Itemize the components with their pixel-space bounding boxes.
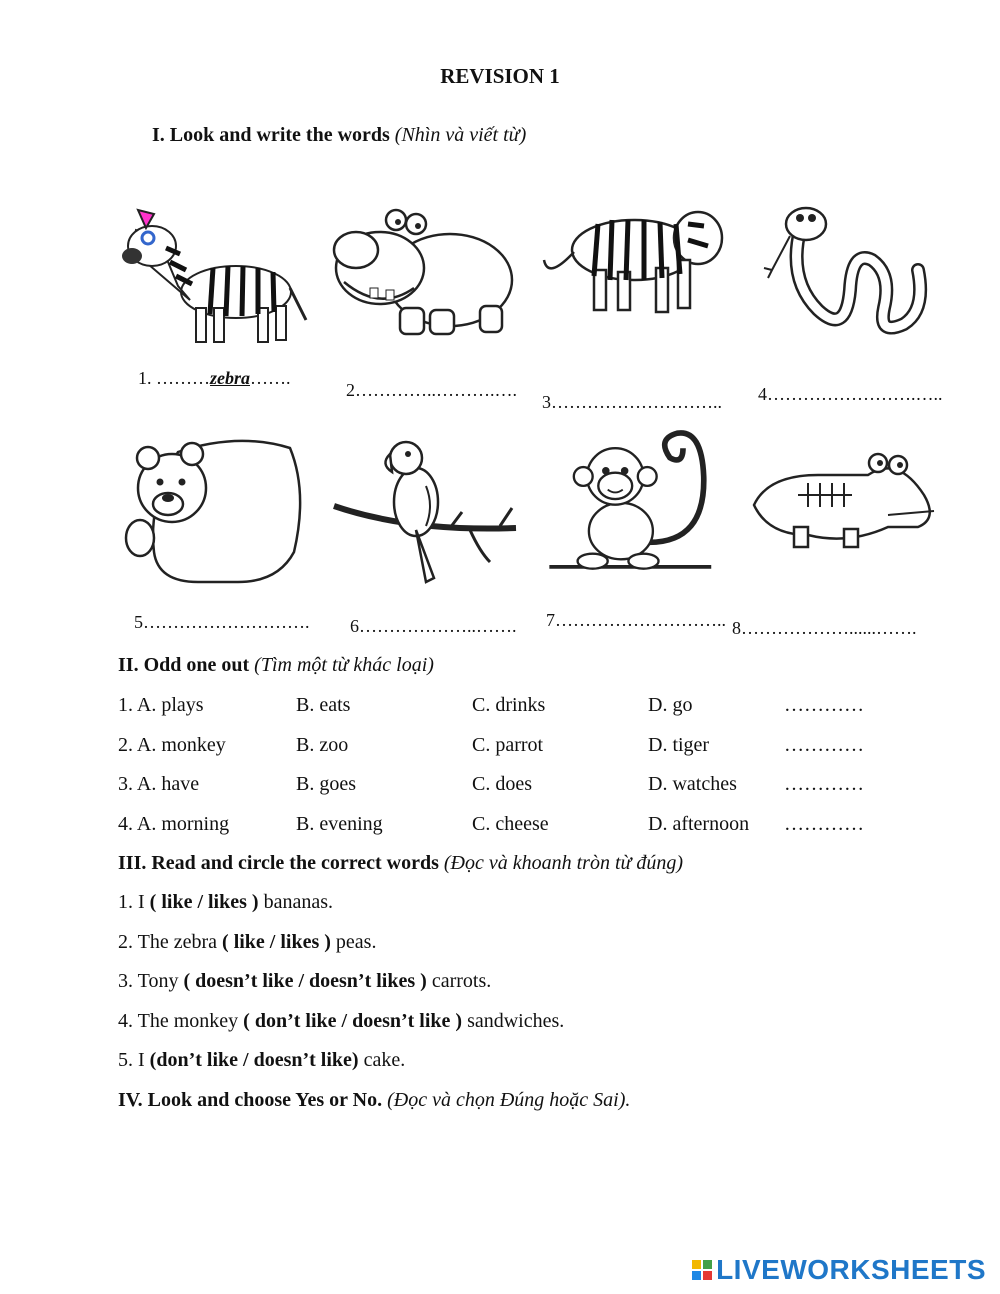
- picture-8-caption[interactable]: 8………………......…….: [732, 618, 917, 638]
- item-pre: 2. The zebra: [118, 931, 223, 953]
- section-1-heading-vi: (Nhìn và viết từ): [394, 124, 527, 146]
- item-post: sandwiches.: [462, 1010, 565, 1032]
- section-3-heading-vi: (Đọc và khoanh tròn từ đúng): [443, 852, 684, 874]
- section-1-heading-text: I. Look and write the words: [152, 124, 390, 146]
- bear-picture: [118, 432, 308, 592]
- odd-one-row-2: [118, 734, 226, 757]
- logo-square: [703, 1271, 712, 1280]
- section-3-heading-text: III. Read and circle the correct words: [118, 852, 439, 874]
- hippo-picture: [330, 190, 520, 350]
- monkey-picture: [540, 420, 730, 580]
- item-choice[interactable]: (don’t like / doesn’t like): [149, 1049, 359, 1071]
- circle-item-4: [118, 1010, 564, 1033]
- monkey-icon: [540, 420, 730, 580]
- odd-one-row-4-b: B. evening: [296, 813, 383, 835]
- odd-one-row-3-d: D. watches: [648, 773, 737, 795]
- item-post: carrots.: [426, 970, 492, 992]
- circle-item-2: [118, 931, 376, 954]
- tiger-icon: [538, 190, 728, 350]
- circle-item-5: [118, 1049, 405, 1072]
- section-4-heading: [118, 1089, 630, 1112]
- picture-3-caption[interactable]: 3………………………..: [542, 392, 722, 412]
- odd-one-row-1-d: D. go: [648, 694, 693, 716]
- logo-square: [703, 1260, 712, 1269]
- snake-icon: [748, 190, 938, 350]
- odd-one-row-1-b: B. eats: [296, 694, 351, 716]
- section-3-heading: [118, 852, 683, 875]
- caption-1-answer: zebra: [210, 368, 250, 388]
- parrot-picture: [330, 432, 520, 592]
- logo-text: LIVEWORKSHEETS: [716, 1254, 986, 1285]
- item-choice[interactable]: ( don’t like / doesn’t like ): [243, 1010, 463, 1032]
- zebra-picture: [118, 190, 308, 350]
- parrot-icon: [330, 432, 520, 592]
- bear-icon: [118, 432, 308, 592]
- odd-one-row-3-answer[interactable]: …………: [784, 773, 864, 795]
- crocodile-picture: [748, 420, 938, 580]
- picture-7-caption[interactable]: 7………………………..: [546, 610, 726, 630]
- odd-one-row-4: [118, 813, 229, 836]
- odd-one-row-2-d: D. tiger: [648, 734, 710, 756]
- item-post: peas.: [330, 931, 377, 953]
- page-title: REVISION 1: [440, 64, 560, 88]
- option-a: 1. A. plays: [118, 694, 204, 716]
- circle-item-1: [118, 891, 333, 914]
- odd-one-row-2-b: B. zoo: [296, 734, 349, 756]
- option-a: 2. A. monkey: [118, 734, 226, 756]
- odd-one-row-1-c: C. drinks: [472, 694, 546, 716]
- item-pre: 1. I: [118, 891, 150, 913]
- option-a: 3. A. have: [118, 773, 200, 795]
- odd-one-row-2-c: C. parrot: [472, 734, 544, 756]
- logo-square: [692, 1271, 701, 1280]
- item-post: cake.: [358, 1049, 406, 1071]
- caption-1-post: …….: [250, 368, 291, 388]
- section-1-heading: [152, 124, 526, 147]
- item-choice[interactable]: ( doesn’t like / doesn’t likes ): [183, 970, 427, 992]
- odd-one-row-2-answer[interactable]: …………: [784, 734, 864, 756]
- picture-2-caption[interactable]: 2…………..……….….: [346, 380, 517, 400]
- odd-one-row-1: [118, 694, 204, 717]
- odd-one-row-4-c: C. cheese: [472, 813, 549, 835]
- item-post: bananas.: [258, 891, 333, 913]
- caption-1-pre: 1. ………: [138, 368, 210, 388]
- picture-6-caption[interactable]: 6………………..…….: [350, 616, 517, 636]
- liveworksheets-logo[interactable]: [692, 1254, 986, 1286]
- section-2-heading-vi: (Tìm một từ khác loại): [254, 654, 434, 676]
- odd-one-row-1-answer[interactable]: …………: [784, 694, 864, 716]
- logo-square: [692, 1260, 701, 1269]
- item-pre: 5. I: [118, 1049, 150, 1071]
- crocodile-icon: [748, 420, 938, 580]
- hippo-icon: [330, 190, 520, 350]
- odd-one-row-3-c: C. does: [472, 773, 532, 795]
- item-pre: 3. Tony: [118, 970, 184, 992]
- tiger-picture: [538, 190, 728, 350]
- snake-picture: [748, 190, 938, 350]
- odd-one-row-4-answer[interactable]: …………: [784, 813, 864, 835]
- picture-1-caption: [138, 368, 291, 389]
- odd-one-row-3: [118, 773, 199, 796]
- odd-one-row-4-d: D. afternoon: [648, 813, 750, 835]
- section-4-heading-vi: (Đọc và chọn Đúng hoặc Sai).: [387, 1089, 631, 1111]
- item-pre: 4. The monkey: [118, 1010, 244, 1032]
- logo-mark-icon: [692, 1260, 712, 1280]
- circle-item-3: [118, 970, 491, 993]
- odd-one-row-3-b: B. goes: [296, 773, 356, 795]
- item-choice[interactable]: ( like / likes ): [222, 931, 331, 953]
- item-choice[interactable]: ( like / likes ): [149, 891, 259, 913]
- section-2-heading-text: II. Odd one out: [118, 654, 250, 676]
- section-2-heading: [118, 654, 434, 677]
- zebra-icon: [118, 190, 308, 350]
- picture-5-caption[interactable]: 5……………………….: [134, 612, 310, 632]
- picture-4-caption[interactable]: 4…………………….…..: [758, 384, 943, 404]
- option-a: 4. A. morning: [118, 813, 230, 835]
- section-4-heading-text: IV. Look and choose Yes or No.: [118, 1089, 383, 1111]
